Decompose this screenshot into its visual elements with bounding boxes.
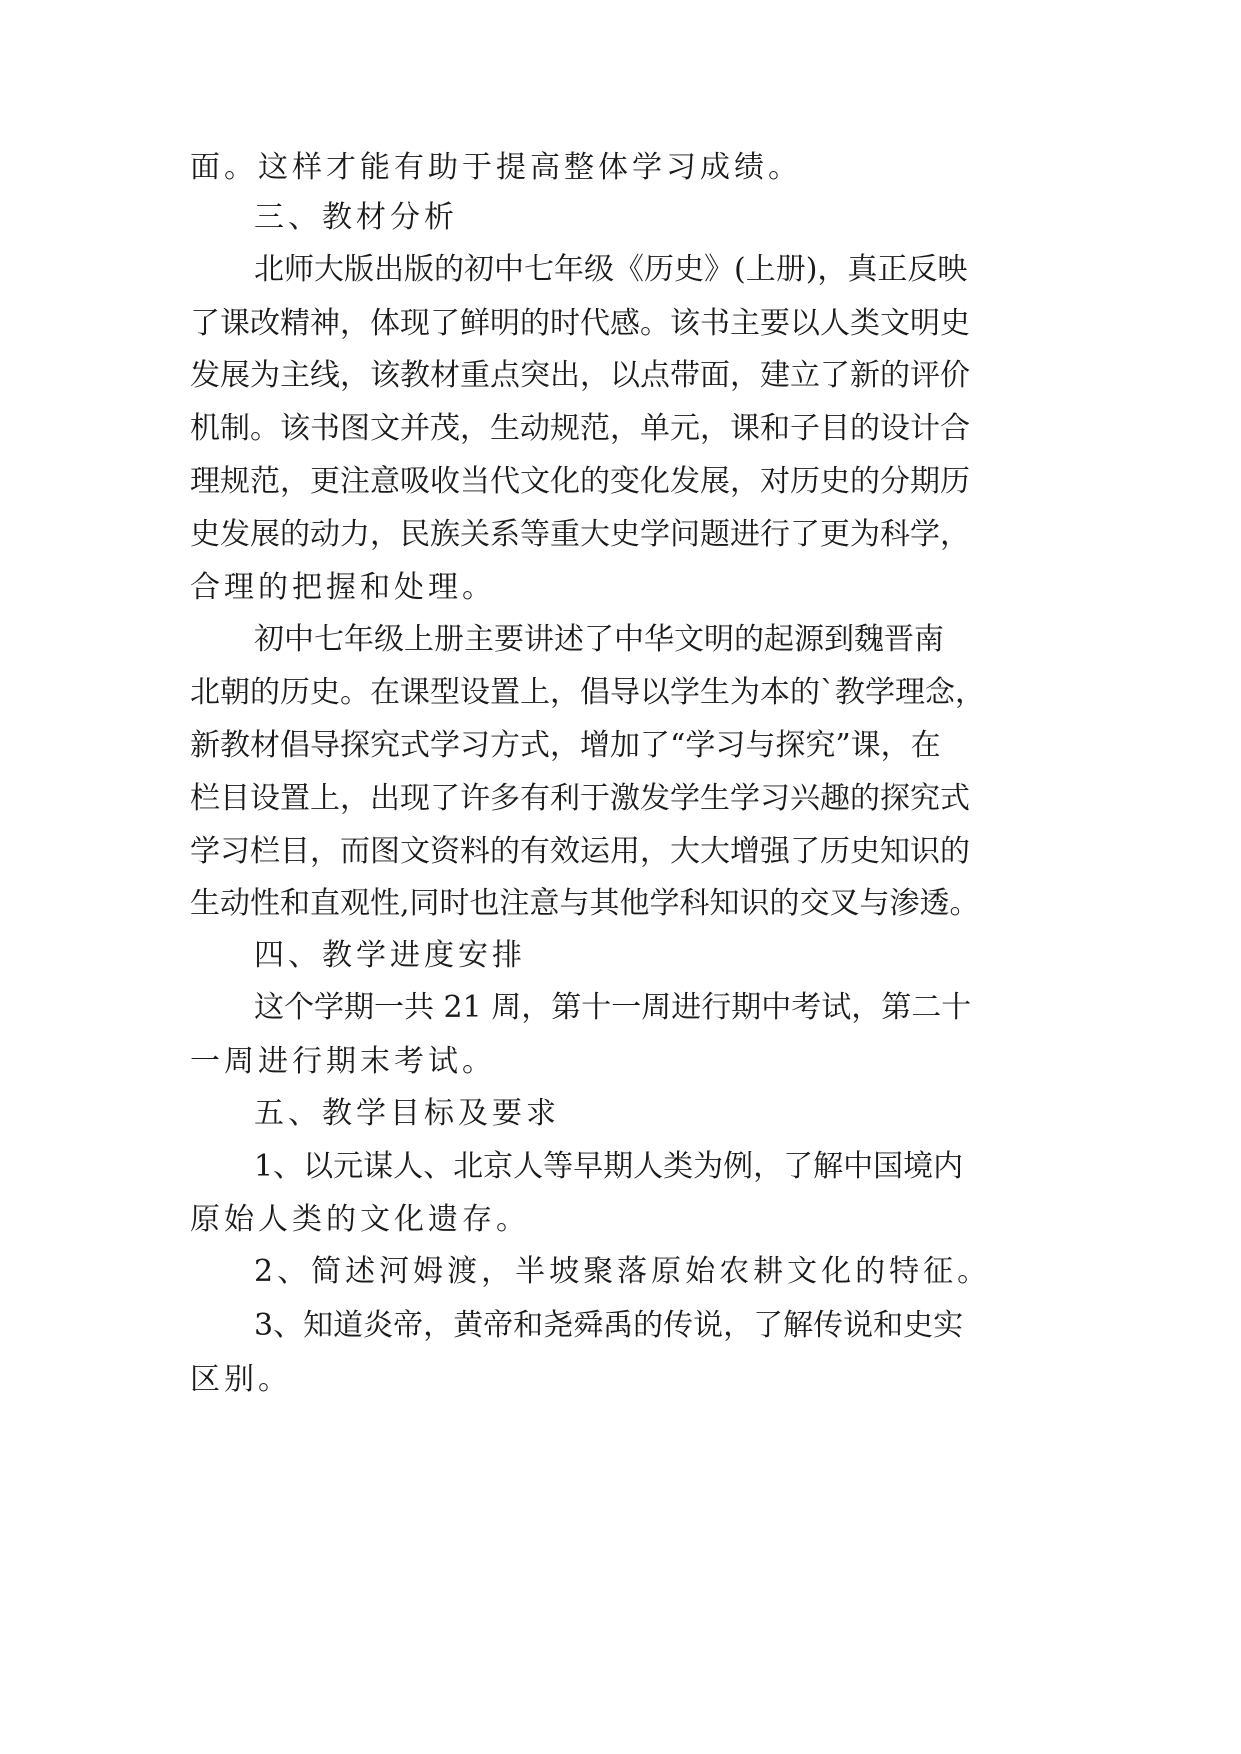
text-line: 3、知道炎帝，黄帝和尧舜禹的传说，了解传说和史实: [254, 1308, 964, 1343]
text-line: 了课改精神，体现了鲜明的时代感。该书主要以人类文明史: [190, 306, 970, 341]
section-heading: 三、教材分析: [254, 200, 458, 235]
text-line: 2、简述河姆渡，半坡聚落原始农耕文化的特征。: [254, 1254, 992, 1289]
text-line: 史发展的动力，民族关系等重大史学问题进行了更为科学，: [190, 517, 970, 552]
text-line: 1、以元谋人、北京人等早期人类为例，了解中国境内: [254, 1149, 964, 1184]
text-line: 合理的把握和处理。: [190, 570, 496, 605]
text-line: 北朝的历史。在课型设置上，倡导以学生为本的`教学理念，: [190, 675, 985, 710]
text-line: 栏目设置上，出现了许多有利于激发学生学习兴趣的探究式: [190, 781, 970, 816]
text-line: 发展为主线，该教材重点突出，以点带面，建立了新的评价: [190, 358, 970, 393]
text-line: 区别。: [190, 1362, 292, 1397]
text-line: 生动性和直观性,同时也注意与其他学科知识的交叉与渗透。: [190, 886, 980, 921]
text-line: 机制。该书图文并茂，生动规范，单元，课和子目的设计合: [190, 411, 970, 446]
text-line: 一周进行期末考试。: [190, 1044, 496, 1079]
text-line: 初中七年级上册主要讲述了中华文明的起源到魏晋南: [254, 622, 944, 657]
text-line: 新教材倡导探究式学习方式，增加了“学习与探究”课，在: [190, 728, 941, 763]
text-line: 这个学期一共 21 周，第十一周进行期中考试，第二十: [254, 990, 972, 1025]
section-heading: 五、教学目标及要求: [254, 1096, 560, 1131]
text-line: 学习栏目，而图文资料的有效运用，大大增强了历史知识的: [190, 834, 970, 869]
section-heading: 四、教学进度安排: [254, 938, 526, 973]
text-line: 北师大版出版的初中七年级《历史》(上册)，真正反映: [254, 252, 968, 287]
text-line: 面。这样才能有助于提高整体学习成绩。: [190, 150, 802, 185]
text-line: 原始人类的文化遗存。: [190, 1202, 530, 1237]
text-line: 理规范，更注意吸收当代文化的变化发展，对历史的分期历: [190, 464, 970, 499]
